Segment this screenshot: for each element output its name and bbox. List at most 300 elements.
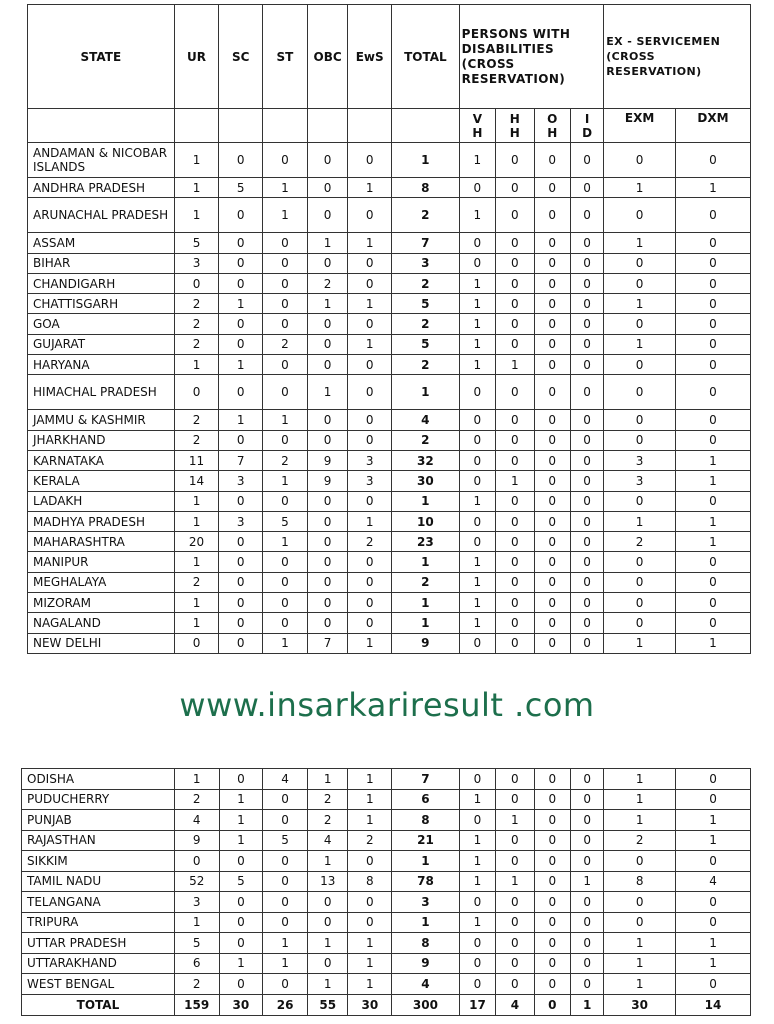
row-total-cell: 2 <box>392 430 460 450</box>
value-cell: 1 <box>459 552 495 572</box>
value-cell: 1 <box>676 810 751 831</box>
state-name-cell: NEW DELHI <box>28 633 175 653</box>
value-cell: 0 <box>307 410 348 430</box>
value-cell: 0 <box>676 593 751 613</box>
total-value-cell: 1 <box>571 994 604 1015</box>
value-cell: 5 <box>174 933 219 954</box>
value-cell: 0 <box>307 511 348 531</box>
value-cell: 9 <box>174 830 219 851</box>
value-cell: 2 <box>174 410 219 430</box>
header-total: TOTAL <box>392 5 460 109</box>
value-cell: 1 <box>604 178 676 198</box>
table-row <box>22 851 751 872</box>
value-cell: 1 <box>219 810 263 831</box>
value-cell: 0 <box>307 334 348 354</box>
value-cell: 1 <box>604 511 676 531</box>
table-row <box>28 143 751 178</box>
value-cell: 1 <box>459 830 495 851</box>
value-cell: 0 <box>604 375 676 410</box>
value-cell: 0 <box>604 572 676 592</box>
row-total-cell: 6 <box>392 789 460 810</box>
value-cell: 0 <box>534 355 570 375</box>
value-cell: 3 <box>348 450 392 470</box>
value-cell: 0 <box>307 953 348 974</box>
value-cell: 7 <box>219 450 263 470</box>
value-cell: 0 <box>263 871 308 892</box>
value-cell: 0 <box>534 810 570 831</box>
value-cell: 1 <box>459 294 495 314</box>
value-cell: 1 <box>307 233 348 253</box>
value-cell: 1 <box>219 410 263 430</box>
value-cell: 0 <box>604 552 676 572</box>
table-row <box>22 974 751 995</box>
value-cell: 4 <box>174 810 219 831</box>
value-cell: 0 <box>307 178 348 198</box>
value-cell: 0 <box>604 253 676 273</box>
value-cell: 1 <box>676 178 751 198</box>
value-cell: 0 <box>219 912 263 933</box>
state-name-cell: CHANDIGARH <box>28 273 175 293</box>
value-cell: 0 <box>348 851 392 872</box>
total-value-cell: 159 <box>174 994 219 1015</box>
value-cell: 1 <box>174 491 219 511</box>
state-name-cell: HARYANA <box>28 355 175 375</box>
value-cell: 1 <box>459 491 495 511</box>
table-row <box>22 892 751 913</box>
value-cell: 0 <box>534 892 570 913</box>
value-cell: 5 <box>263 830 308 851</box>
state-name-cell: GUJARAT <box>28 334 175 354</box>
value-cell: 1 <box>348 769 392 790</box>
table-row <box>22 953 751 974</box>
value-cell: 1 <box>219 355 263 375</box>
value-cell: 5 <box>263 511 308 531</box>
value-cell: 0 <box>570 450 603 470</box>
value-cell: 0 <box>604 355 676 375</box>
row-total-cell: 2 <box>392 314 460 334</box>
value-cell: 0 <box>534 375 570 410</box>
state-name-cell: CHATTISGARH <box>28 294 175 314</box>
value-cell: 3 <box>219 471 263 491</box>
value-cell: 0 <box>570 430 603 450</box>
value-cell: 0 <box>534 314 570 334</box>
value-cell: 0 <box>263 912 308 933</box>
value-cell: 0 <box>496 789 534 810</box>
table-row <box>22 810 751 831</box>
value-cell: 0 <box>604 314 676 334</box>
value-cell: 0 <box>496 892 534 913</box>
value-cell: 2 <box>174 294 219 314</box>
value-cell: 1 <box>604 233 676 253</box>
value-cell: 1 <box>604 974 676 995</box>
value-cell: 0 <box>348 491 392 511</box>
table-row <box>28 633 751 653</box>
row-total-cell: 2 <box>392 572 460 592</box>
value-cell: 0 <box>459 532 495 552</box>
value-cell: 0 <box>174 633 219 653</box>
value-cell: 1 <box>459 572 495 592</box>
value-cell: 1 <box>263 410 308 430</box>
value-cell: 0 <box>571 892 604 913</box>
value-cell: 1 <box>348 334 392 354</box>
value-cell: 0 <box>263 233 308 253</box>
value-cell: 2 <box>263 334 308 354</box>
value-cell: 0 <box>496 410 534 430</box>
value-cell: 0 <box>676 974 751 995</box>
value-cell: 0 <box>459 953 495 974</box>
value-cell: 1 <box>348 953 392 974</box>
value-cell: 1 <box>307 375 348 410</box>
value-cell: 0 <box>348 314 392 334</box>
value-cell: 1 <box>263 471 308 491</box>
row-total-cell: 2 <box>392 198 460 233</box>
value-cell: 3 <box>219 511 263 531</box>
value-cell: 0 <box>604 430 676 450</box>
value-cell: 1 <box>174 178 219 198</box>
value-cell: 0 <box>676 198 751 233</box>
value-cell: 0 <box>676 294 751 314</box>
value-cell: 0 <box>676 375 751 410</box>
row-total-cell: 1 <box>392 491 460 511</box>
table-row <box>28 511 751 531</box>
value-cell: 1 <box>604 294 676 314</box>
value-cell: 0 <box>570 375 603 410</box>
value-cell: 0 <box>459 450 495 470</box>
value-cell: 0 <box>534 334 570 354</box>
value-cell: 0 <box>676 430 751 450</box>
state-name-cell: JHARKHAND <box>28 430 175 450</box>
value-cell: 0 <box>534 871 570 892</box>
state-name-cell: MADHYA PRADESH <box>28 511 175 531</box>
value-cell: 20 <box>174 532 219 552</box>
value-cell: 0 <box>534 789 570 810</box>
row-total-cell: 8 <box>392 933 460 954</box>
state-name-cell: ANDAMAN & NICOBAR ISLANDS <box>28 143 175 178</box>
value-cell: 0 <box>570 143 603 178</box>
value-cell: 7 <box>307 633 348 653</box>
value-cell: 0 <box>496 198 534 233</box>
value-cell: 0 <box>570 233 603 253</box>
value-cell: 0 <box>263 253 308 273</box>
value-cell: 0 <box>459 810 495 831</box>
row-total-cell: 5 <box>392 334 460 354</box>
table-row <box>22 769 751 790</box>
value-cell: 0 <box>348 273 392 293</box>
value-cell: 1 <box>219 294 263 314</box>
value-cell: 1 <box>348 294 392 314</box>
value-cell: 2 <box>348 532 392 552</box>
value-cell: 1 <box>174 912 219 933</box>
value-cell: 0 <box>570 552 603 572</box>
value-cell: 0 <box>571 933 604 954</box>
value-cell: 0 <box>263 810 308 831</box>
value-cell: 0 <box>348 253 392 273</box>
value-cell: 0 <box>348 552 392 572</box>
value-cell: 0 <box>604 851 676 872</box>
value-cell: 1 <box>604 953 676 974</box>
value-cell: 3 <box>348 471 392 491</box>
value-cell: 1 <box>604 334 676 354</box>
value-cell: 0 <box>348 375 392 410</box>
value-cell: 0 <box>570 410 603 430</box>
state-name-cell: TELANGANA <box>22 892 175 913</box>
value-cell: 0 <box>534 233 570 253</box>
row-total-cell: 1 <box>392 613 460 633</box>
value-cell: 0 <box>348 892 392 913</box>
value-cell: 0 <box>571 974 604 995</box>
value-cell: 0 <box>676 892 751 913</box>
row-total-cell: 9 <box>392 953 460 974</box>
value-cell: 0 <box>570 198 603 233</box>
state-name-cell: ANDHRA PRADESH <box>28 178 175 198</box>
table-row <box>28 552 751 572</box>
value-cell: 11 <box>174 450 219 470</box>
row-total-cell: 2 <box>392 273 460 293</box>
value-cell: 0 <box>263 430 308 450</box>
row-total-cell: 30 <box>392 471 460 491</box>
value-cell: 0 <box>496 613 534 633</box>
value-cell: 0 <box>534 633 570 653</box>
value-cell: 0 <box>219 253 263 273</box>
value-cell: 0 <box>307 143 348 178</box>
table-row <box>28 613 751 633</box>
state-name-cell: TAMIL NADU <box>22 871 175 892</box>
value-cell: 5 <box>219 178 263 198</box>
value-cell: 1 <box>604 789 676 810</box>
value-cell: 0 <box>496 552 534 572</box>
value-cell: 0 <box>263 572 308 592</box>
reservation-table-part1 <box>27 4 751 654</box>
value-cell: 1 <box>307 933 348 954</box>
value-cell: 0 <box>534 143 570 178</box>
value-cell: 0 <box>219 769 263 790</box>
value-cell: 0 <box>219 572 263 592</box>
table-row <box>28 572 751 592</box>
value-cell: 0 <box>496 450 534 470</box>
state-name-cell: TRIPURA <box>22 912 175 933</box>
value-cell: 3 <box>604 471 676 491</box>
value-cell: 0 <box>570 593 603 613</box>
value-cell: 1 <box>604 769 676 790</box>
value-cell: 0 <box>174 375 219 410</box>
row-total-cell: 5 <box>392 294 460 314</box>
value-cell: 0 <box>459 430 495 450</box>
value-cell: 0 <box>676 552 751 572</box>
row-total-cell: 1 <box>392 143 460 178</box>
value-cell: 5 <box>174 233 219 253</box>
value-cell: 0 <box>571 912 604 933</box>
value-cell: 2 <box>174 572 219 592</box>
total-value-cell: 30 <box>348 994 392 1015</box>
value-cell: 0 <box>496 912 534 933</box>
row-total-cell: 3 <box>392 253 460 273</box>
value-cell: 1 <box>459 143 495 178</box>
value-cell: 0 <box>496 375 534 410</box>
value-cell: 1 <box>263 198 308 233</box>
value-cell: 0 <box>219 974 263 995</box>
value-cell: 0 <box>571 810 604 831</box>
value-cell: 0 <box>496 974 534 995</box>
value-cell: 0 <box>219 933 263 954</box>
value-cell: 1 <box>348 511 392 531</box>
value-cell: 0 <box>571 953 604 974</box>
value-cell: 0 <box>534 410 570 430</box>
value-cell: 2 <box>174 334 219 354</box>
row-total-cell: 2 <box>392 355 460 375</box>
value-cell: 0 <box>219 532 263 552</box>
row-total-cell: 4 <box>392 974 460 995</box>
value-cell: 0 <box>571 769 604 790</box>
row-total-cell: 1 <box>392 552 460 572</box>
row-total-cell: 10 <box>392 511 460 531</box>
table-row <box>28 532 751 552</box>
value-cell: 0 <box>534 974 570 995</box>
state-name-cell: UTTAR PRADESH <box>22 933 175 954</box>
value-cell: 0 <box>219 491 263 511</box>
value-cell: 1 <box>174 511 219 531</box>
value-cell: 1 <box>348 233 392 253</box>
value-cell: 1 <box>496 471 534 491</box>
header-exservicemen-group: EX - SERVICEMEN (CROSS RESERVATION) <box>604 5 751 109</box>
value-cell: 0 <box>307 198 348 233</box>
value-cell: 0 <box>219 593 263 613</box>
value-cell: 0 <box>570 471 603 491</box>
value-cell: 0 <box>534 471 570 491</box>
value-cell: 0 <box>534 178 570 198</box>
value-cell: 1 <box>676 450 751 470</box>
value-cell: 1 <box>459 355 495 375</box>
value-cell: 0 <box>676 334 751 354</box>
value-cell: 1 <box>263 933 308 954</box>
value-cell: 0 <box>307 532 348 552</box>
value-cell: 0 <box>219 233 263 253</box>
value-cell: 0 <box>459 471 495 491</box>
state-name-cell: BIHAR <box>28 253 175 273</box>
value-cell: 0 <box>348 430 392 450</box>
value-cell: 0 <box>459 233 495 253</box>
total-value-cell: 30 <box>219 994 263 1015</box>
value-cell: 0 <box>496 532 534 552</box>
table-row <box>28 178 751 198</box>
value-cell: 0 <box>263 613 308 633</box>
value-cell: 0 <box>263 314 308 334</box>
value-cell: 0 <box>263 974 308 995</box>
table-row <box>22 912 751 933</box>
value-cell: 2 <box>604 830 676 851</box>
value-cell: 0 <box>676 789 751 810</box>
value-cell: 1 <box>459 198 495 233</box>
value-cell: 3 <box>604 450 676 470</box>
value-cell: 0 <box>496 233 534 253</box>
table-row <box>28 273 751 293</box>
value-cell: 0 <box>263 273 308 293</box>
value-cell: 2 <box>604 532 676 552</box>
value-cell: 0 <box>534 430 570 450</box>
value-cell: 1 <box>459 314 495 334</box>
state-name-cell: KERALA <box>28 471 175 491</box>
watermark-url: www.insarkariresult .com <box>179 686 595 724</box>
value-cell: 2 <box>174 430 219 450</box>
value-cell: 0 <box>219 552 263 572</box>
value-cell: 0 <box>496 633 534 653</box>
state-name-cell: JAMMU & KASHMIR <box>28 410 175 430</box>
value-cell: 8 <box>348 871 392 892</box>
table-row <box>28 471 751 491</box>
state-name-cell: GOA <box>28 314 175 334</box>
total-value-cell: 4 <box>496 994 534 1015</box>
value-cell: 2 <box>307 789 348 810</box>
row-total-cell: 32 <box>392 450 460 470</box>
header-oh: O H <box>534 109 570 143</box>
value-cell: 0 <box>534 253 570 273</box>
value-cell: 0 <box>219 613 263 633</box>
value-cell: 2 <box>263 450 308 470</box>
value-cell: 0 <box>570 572 603 592</box>
value-cell: 0 <box>571 830 604 851</box>
value-cell: 0 <box>263 851 308 872</box>
value-cell: 3 <box>174 892 219 913</box>
value-cell: 0 <box>534 933 570 954</box>
value-cell: 0 <box>348 198 392 233</box>
value-cell: 0 <box>570 532 603 552</box>
value-cell: 1 <box>459 851 495 872</box>
value-cell: 0 <box>307 552 348 572</box>
value-cell: 8 <box>604 871 676 892</box>
value-cell: 0 <box>263 355 308 375</box>
value-cell: 1 <box>459 273 495 293</box>
value-cell: 1 <box>348 178 392 198</box>
value-cell: 1 <box>604 633 676 653</box>
table-row <box>22 789 751 810</box>
value-cell: 1 <box>496 871 534 892</box>
table-row <box>28 233 751 253</box>
value-cell: 0 <box>459 375 495 410</box>
value-cell: 0 <box>676 912 751 933</box>
state-name-cell: ASSAM <box>28 233 175 253</box>
state-name-cell: MEGHALAYA <box>28 572 175 592</box>
header-hh: H H <box>496 109 534 143</box>
value-cell: 0 <box>534 851 570 872</box>
value-cell: 0 <box>348 912 392 933</box>
value-cell: 0 <box>534 769 570 790</box>
value-cell: 0 <box>496 491 534 511</box>
state-name-cell: PUNJAB <box>22 810 175 831</box>
state-name-cell: ODISHA <box>22 769 175 790</box>
value-cell: 0 <box>219 892 263 913</box>
value-cell: 1 <box>219 953 263 974</box>
value-cell: 0 <box>263 789 308 810</box>
row-total-cell: 21 <box>392 830 460 851</box>
value-cell: 1 <box>459 871 495 892</box>
table-row <box>28 253 751 273</box>
table-body-part1 <box>28 143 751 654</box>
table-row <box>28 593 751 613</box>
state-name-cell: SIKKIM <box>22 851 175 872</box>
row-total-cell: 7 <box>392 769 460 790</box>
value-cell: 1 <box>459 334 495 354</box>
value-cell: 1 <box>219 789 263 810</box>
value-cell: 0 <box>534 912 570 933</box>
value-cell: 0 <box>570 314 603 334</box>
table-row <box>28 430 751 450</box>
value-cell: 2 <box>174 974 219 995</box>
row-total-cell: 1 <box>392 851 460 872</box>
value-cell: 0 <box>219 430 263 450</box>
value-cell: 0 <box>570 273 603 293</box>
value-cell: 0 <box>307 314 348 334</box>
value-cell: 0 <box>219 314 263 334</box>
header-st: ST <box>263 5 308 109</box>
